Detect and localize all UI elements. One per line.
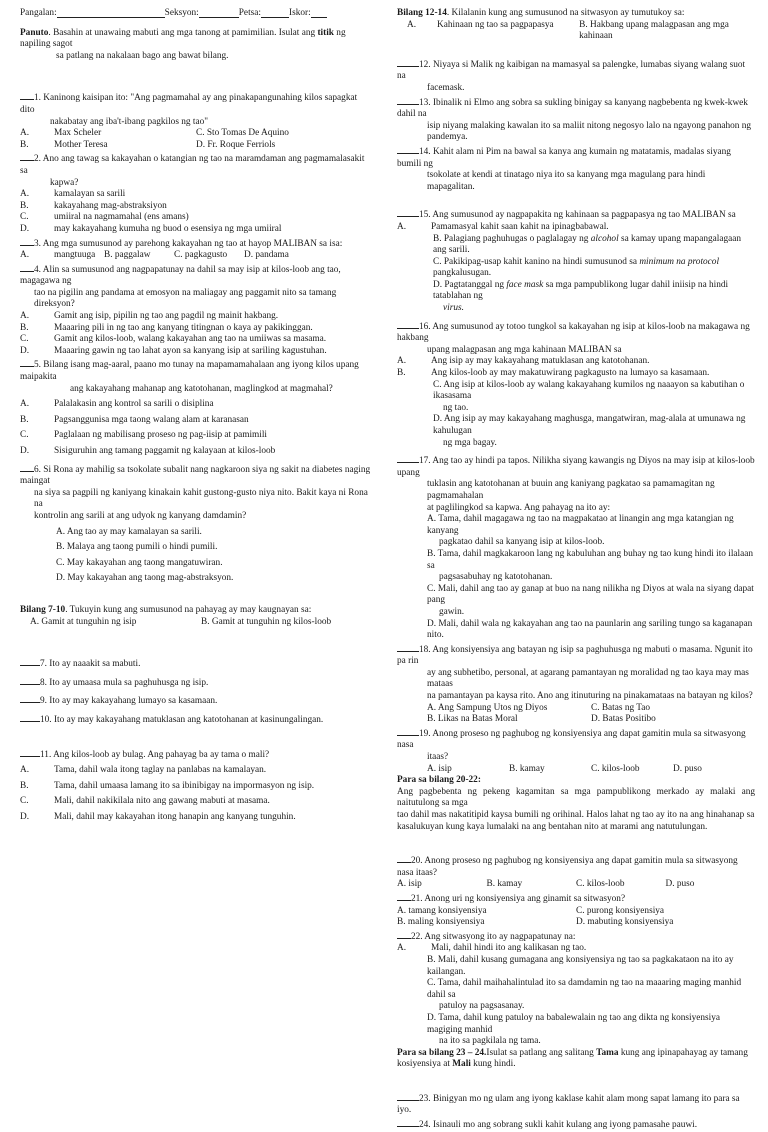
student-info-row [20, 8, 372, 20]
q20-option-b[interactable]: B. kamay [486, 879, 523, 890]
q15-option-a[interactable]: Pamamasyal kahit saan kahit na ipinagbabawal. [431, 221, 609, 232]
question-4: 4. Alin sa sumusunod ang nagpapatunay na dahil sa may isip at kilos-loob ang tao, magagawa ng [20, 262, 372, 288]
answer-blank-19[interactable] [397, 726, 419, 736]
question-19: 19. Anong proseso ng paghubog ng konsiyensiya ang dapat gamitin mula sa sitwasyong nasa [397, 726, 755, 752]
answer-blank-24[interactable] [397, 1117, 419, 1127]
question-2: 2. Ano ang tawag sa kakayahan o katangian ng tao na maramdaman ang pagmamalasakit sa [20, 151, 372, 177]
q4-option-a[interactable]: Gamit ang isip, pipilin ng tao ang pagdil ng mainit hakbang. [54, 311, 279, 322]
q1-option-c[interactable]: C. Sto Tomas De Aquino [196, 128, 289, 139]
answer-blank-4[interactable] [20, 262, 34, 272]
answer-blank-18[interactable] [397, 642, 419, 652]
pangalan-label: Pangalan: [20, 8, 57, 18]
q11-option-d[interactable]: Mali, dahil may kakayahan itong hanapin ang kanyang tunguhin. [54, 811, 296, 822]
right-column: Bilang 12-14. Kilalanin kung ang sumusunod na sitwasyon ay tumutukoy sa: A. Kahinaan ng tao sa pagpapasya B. Hakbang upang malagpasan ang mga kahinaan 12. Niyaya si Malik ng kaibigan na mamasyal sa palengke, lumabas siyang walang suot na facemask. 13. Ibinalik ni Elmo ang sobra sa sukling binigay sa kanyang nagbebenta ng kwek-kwek dahil na isip niyang malaking kawalan ito sa maliit nitong negosyo lalo na ngayong panahon ng pandemya. 14. Kahit alam ni Pim na bawal sa kanya ang kumain ng matatamis, madalas siyang bumili ng tsokolate at kendi at tinatago niya ito sa kanyang mga magulang para hindi mapagalitan. 15. Ang sumusunod ay nagpapakita ng kahinaan sa pagpapasya ng tao MALIBAN sa A. Pamamasyal kahit saan kahit na ipinagbabawal. B. Palagiang paghuhugas o paglalagay ng alcohol sa kamay upang mapangalagaan ang sarili. C. Pakikipag-usap kahit kanino na hindi sumusunod sa minimum na protocol pangkalusugan. D. Pagtatanggal ng face mask sa mga pampublikong lugar dahil iniisip na hindi tatablahan ng virus. 16. Ang sumusunod ay totoo tungkol sa kakayahan ng isip at kilos-loob na makagawa ng hakbang upang malagpasan ang mga kahinaan MALIBAN sa A. Ang isip ay may kakayahang matuklasan ang katotohanan. B. Ang kilos-loob ay may makatuwirang pagkagusto na lumayo sa kasamaan. C. Ang isip at kilos-loob ay walang kakayahang kumilos ng naaayon sa kabutihan o ikasasama ng tao. D. Ang isip ay may kakayahang maghusga, mangatwiran, mag-alala at umunawa ng kahulugan ng mga bagay. 17. Ang tao ay hindi pa tapos. Nilikha siyang kawangis ng Diyos na may isip at kilos-loob upang tuklasin ang katotohanan at buuin ang kaniyang pagkatao sa pamamagitan ng pagmamahalan at paglilingkod sa kapwa. Ang pahayag na ito ay: A. Tama, dahil magagawa ng tao na magpakatao at linangin ang mga katangian ng kanyang pagkatao dahil sa kanyang isip at kilos-loob. B. Tama, dahil magkakaroon lang ng kabuluhan ang buhay ng tao kung hindi ito ilalaan sa pagsasabuhay ng katotohanan. C. Mali, dahil ang tao ay ganap at buo na nang nilikha ng Diyos at wala na siyang dapat pang gawin. D. Mali, dahil wala ng kakayahan ang tao na paunlarin ang sariling tungo sa kaganapan nito. 18. Ang konsiyensiya ang batayan ng isip sa paghuhusga ng mabuti o masama. Ngunit ito pa rin ay ang subhetibo, personal, at agarang pamantayan ng moralidad ng tao kaya may mas mataas na pamantayan pa kaysa rito. Ano ang itinuturing na pinakamataas na batayan ng kilos? A. Ang Sampung Utos ng Diyos C. Batas ng Tao B. Likas na Batas Moral D. Batas Positibo 19. Anong proseso ng paghubog ng konsiyensiya ang dapat gamitin mula sa sitwasyong nasa itaas? A. isip B. kamay C. kilos-loob D. puso Para sa bilang 20-22: Ang pagbebenta ng pekeng kagamitan sa mga pampublikong merkado ay malaki ang naitutulong sa mga tao dahil mas nakatitipid kaysa bumili ng orihinal. Halos lahat ng tao ay ito na ang hinahanap sa kasalukuyan kung kaya lumalaki na ang bentahan nito at marami ang natutulungan. 20. Anong proseso ng paghubog ng konsiyensiya ang dapat gamitin mula sa sitwasyong nasa itaas? A. isip B. kamay C. kilos-loob D. puso 21. Anong uri ng konsiyensiya ang ginamit sa sitwasyon? A. tamang konsiyensiya C. purong konsiyensiya B. maling konsiyensiya D. mabuting konsiyensiya 22. Ang sitwasyong ito ay nagpapatunay na: A. Mali, dahil hindi ito ang kalikasan ng tao. B. Mali, dahil kusang gumagana ang konsiyensiya ng tao sa pagkakataon na ito ay kailangan. C. Tama, dahil maihahalintulad ito sa damdamin ng tao na maaaring maging manhid dahil sa patuloy na pagsasanay. D. Tama, dahil kung patuloy na babalewalain ng tao ang dikta ng konsiyensiya magiging manhid na ito sa pagkilala ng tama. Para sa bilang 23 – 24.Isulat sa patlang ang salitang Tama kung ang ipinapahayag ay tamang kosiyensiya at Mali kung hindi. 23. Binigyan mo ng ulam ang iyong kaklase kahit alam mong sapat lamang ito para sa iyo. 24. Isinauli mo ang sobrang sukli kahit kulang ang iyong pamasahe pauwi. [397, 8, 755, 1131]
answer-blank-1[interactable] [20, 90, 34, 100]
answer-blank-16[interactable] [397, 319, 419, 329]
q18-option-b[interactable]: B. Likas na Batas Moral [427, 714, 518, 725]
q18-option-c[interactable]: C. Batas ng Tao [591, 702, 651, 713]
question-11: 11. Ang kilos-loob ay bulag. Ang pahayag ba ay tama o mali? [20, 747, 372, 762]
question-13: 13. Ibinalik ni Elmo ang sobra sa sukling binigay sa kanyang nagbebenta ng kwek-kwek dahil na [397, 95, 755, 121]
bilang-7-10-instructions: Bilang 7-10. Tukuyin kung ang sumusunod na pahayag ay may kaugnayan sa: [20, 604, 312, 615]
bilang-7-10-options: A. Gamit at tunguhin ng isip B. Gamit at tunguhin ng kilos-loob [30, 616, 332, 627]
petsa-label: Petsa: [238, 8, 261, 18]
para-23-24-instructions: Para sa bilang 23 – 24.Isulat sa patlang ang salitang Tama kung ang ipinapahayag ay tamang [397, 1047, 748, 1058]
q17-option-d[interactable]: D. Mali, dahil wala ng kakayahan ang tao na paunlarin ang sariling tungo sa kaganapan nito. [427, 618, 753, 641]
q11-option-a[interactable]: Tama, dahil wala itong taglay na panlabas na kamalayan. [54, 765, 267, 776]
question-12: 12. Niyaya si Malik ng kaibigan na mamasyal sa palengke, lumabas siyang walang suot na [397, 57, 755, 83]
q1-option-d[interactable]: D. Fr. Roque Ferriols [196, 139, 276, 150]
q5-option-d[interactable]: Sisiguruhin ang tamang paggamit ng kalayaan at kilos-loob [54, 446, 276, 456]
question-18: 18. Ang konsiyensiya ang batayan ng isip sa paghuhusga ng mabuti o masama. Ngunit ito pa rin [397, 642, 755, 668]
answer-blank-6[interactable] [20, 462, 34, 472]
answer-blank-9[interactable] [20, 693, 40, 703]
q1-options: A. Max Scheler C. Sto Tomas De Aquino [20, 128, 372, 140]
q4-option-d[interactable]: Maaaring gawin ng tao lahat ayon sa kanyang isip at sariling kagustuhan. [54, 345, 327, 356]
question-23: 23. Binigyan mo ng ulam ang iyong kaklase kahit alam mong sapat lamang ito para sa iyo. [397, 1091, 755, 1117]
q17-option-b[interactable]: B. Tama, dahil magkakaroon lang ng kabuluhan ang buhay ng tao kung hindi ito ilalaan sa [427, 548, 754, 571]
question-5: 5. Bilang isang mag-aaral, paano mo tunay na mapamamahalaan ang iyong kilos upang maipakita [20, 357, 372, 383]
question-6: 6. Si Rona ay mahilig sa tsokolate subalit nang nagkaroon siya ng sakit na diabetes naging maingat [20, 462, 372, 488]
question-9: 9. Ito ay may kakayahang lumayo sa kasamaan. [20, 693, 372, 708]
iskor-label: Iskor: [288, 8, 311, 18]
answer-blank-15[interactable] [397, 207, 419, 217]
question-16: 16. Ang sumusunod ay totoo tungkol sa kakayahan ng isip at kilos-loob na makagawa ng hakbang [397, 319, 755, 345]
question-1: 1. Kaninong kaisipan ito: "Ang pagmamahal ay ang pinakapangunahing kilos sapagkat dito [20, 90, 372, 116]
answer-blank-22[interactable] [397, 929, 411, 939]
q20-options [397, 879, 755, 891]
q19-option-a[interactable]: A. isip [427, 763, 452, 774]
petsa-field[interactable] [261, 8, 289, 18]
bilang-12-14-instructions: Bilang 12-14. Kilalanin kung ang sumusunod na sitwasyon ay tumutukoy sa: [397, 8, 685, 18]
answer-blank-8[interactable] [20, 675, 40, 685]
q16-option-a[interactable]: Ang isip ay may kakayahang matuklasan ang katotohanan. [431, 356, 650, 367]
q19-options [397, 764, 755, 776]
q21-option-d[interactable]: D. mabuting konsiyensiya [576, 917, 674, 928]
question-20: 20. Anong proseso ng paghubog ng konsiyensiya ang dapat gamitin mula sa sitwasyong nasa itaas? [397, 853, 755, 879]
q22-option-c[interactable]: C. Tama, dahil maihahalintulad ito sa damdamin ng tao na maaaring maging manhid dahil sa [427, 978, 742, 1000]
question-24: 24. Isinauli mo ang sobrang sukli kahit kulang ang iyong pamasahe pauwi. [397, 1117, 755, 1132]
answer-blank-17[interactable] [397, 453, 419, 463]
q19-option-c[interactable]: C. kilos-loob [591, 763, 640, 774]
question-15: 15. Ang sumusunod ay nagpapakita ng kahinaan sa pagpapasya ng tao MALIBAN sa [397, 207, 755, 222]
q20-option-c[interactable]: C. kilos-loob [576, 879, 625, 890]
panuto: Panuto. Basahin at unawaing mabuti ang mga tanong at pamimilian. Isulat ang titik ng napiling sagot [20, 27, 346, 50]
q20-option-a[interactable]: A. isip [397, 879, 422, 890]
q17-option-c[interactable]: C. Mali, dahil ang tao ay ganap at buo na nang nilikha ng Diyos at wala na siyang dapat pang [427, 583, 754, 606]
q1-option-a[interactable]: Max Scheler [54, 128, 102, 139]
answer-blank-10[interactable] [20, 712, 40, 722]
seksyon-field[interactable] [199, 8, 239, 18]
q5-option-a[interactable]: Palalakasin ang kontrol sa sarili o disiplina [54, 399, 214, 410]
q6-option-c[interactable]: C. May kakayahan ang taong mangatuwiran. [56, 557, 223, 568]
q18-option-a[interactable]: A. Ang Sampung Utos ng Diyos [427, 702, 548, 713]
q16-option-d[interactable]: D. Ang isip ay may kakayahang maghusga, mangatwiran, mag-alala at umunawa ng kahulugan [433, 414, 746, 436]
q3-option-c[interactable]: C. pagkagusto [174, 250, 228, 261]
q6-option-d[interactable]: D. May kakayahan ang taong mag-abstraksyon. [56, 573, 234, 584]
answer-blank-7[interactable] [20, 656, 40, 666]
q11-option-c[interactable]: Mali, dahil nakikilala nito ang gawang mabuti at masama. [54, 796, 270, 807]
q5-option-b[interactable]: Pagsanggunisa mga taong walang alam at karanasan [54, 414, 249, 425]
answer-blank-23[interactable] [397, 1091, 419, 1101]
q6-option-b[interactable]: B. Malaya ang taong pumili o hindi pumili. [56, 542, 218, 553]
question-7: 7. Ito ay naaakit sa mabuti. [20, 656, 372, 671]
seksyon-label: Seksyon: [164, 8, 199, 18]
left-column: Pangalan: Seksyon: Petsa: Iskor: Panuto. Basahin at unawaing mabuti ang mga tanong at pamimilian. Isulat ang titik ng napiling sagot sa patlang na nakalaan bago ang bawat bilang. 1. Kaninong kaisipan ito: "Ang pagmamahal ay ang pinakapangunahing kilos sapagkat dito nakabatay ang iba't-ibang pagkilos ng tao" A. Max Scheler C. Sto Tomas De Aquino B. Mother Teresa D. Fr. Roque Ferriols 2. Ano ang tawag sa kakayahan o katangian ng tao na maramdaman ang pagmamalasakit sa kapwa? A. kamalayan sa sarili B. kakayahang mag-abstraksiyon C. umiiral na nagmamahal (ens amans) D. may kakayahang kumuha ng buod o esensiya ng mga umiiral 3. Ang mga sumusunod ay parehong kakayahan ng tao at hayop MALIBAN sa isa: A. mangtuuga B. paggalaw C. pagkagusto D. pandama 4. Alin sa sumusunod ang nagpapatunay na dahil sa may isip at kilos-loob ang tao, magagawa ng tao na pigilin ang pandama at emosyon na maliagay ang paggamit nito sa tamang direksyon? A. Gamit ang isip, pipilin ng tao ang pagdil ng mainit hakbang. B. Maaaring pili in ng tao ang kanyang titingnan o kaya ay pakikinggan. C. Gamit ang kilos-loob, walang kakayahan ang tao na umiiwas sa masama. D. Maaaring gawin ng tao lahat ayon sa kanyang isip at sariling kagustuhan. 5. Bilang isang mag-aaral, paano mo tunay na mapamamahalaan ang iyong kilos upang maipakita ang kakayahang mahanap ang katotohanan, maglingkod at magmahal? A. Palalakasin ang kontrol sa sarili o disiplina B. Pagsanggunisa mga taong walang alam at karanasan C. Paglalaan ng mabilisang proseso ng pag-iisip at pamimili D. Sisiguruhin ang tamang paggamit ng kalayaan at kilos-loob 6. Si Rona ay mahilig sa tsokolate subalit nang nagkaroon siya ng sakit na diabetes naging maingat na siya sa pagpili ng kaniyang kinakain kahit gustong-gusto niya nito. Bakit kaya ni Rona na kontrolin ang sarili at ang udyok ng kanyang damdamin? A. Ang tao ay may kamalayan sa sarili. B. Malaya ang taong pumili o hindi pumili. C. May kakayahan ang taong mangatuwiran. D. May kakayahan ang taong mag-abstraksyon. Bilang 7-10. Tukuyin kung ang sumusunod na pahayag ay may kaugnayan sa: A. Gamit at tunguhin ng isip B. Gamit at tunguhin ng kilos-loob 7. Ito ay naaakit sa mabuti. 8. Ito ay umaasa mula sa paghuhusga ng isip. 9. Ito ay may kakayahang lumayo sa kasamaan. 10. Ito ay may kakayahang matuklasan ang katotohanan at kasinungalingan. 11. Ang kilos-loob ay bulag. Ang pahayag ba ay tama o mali? A. Tama, dahil wala itong taglay na panlabas na kamalayan. B. Tama, dahil umaasa lamang ito sa ibinibigay na impormasyon ng isip. C. Mali, dahil nakikilala nito ang gawang mabuti at masama. D. Mali, dahil may kakayahan itong hanapin ang kanyang tunguhin. [20, 8, 371, 822]
q1-option-b[interactable]: Mother Teresa [54, 139, 108, 150]
q6-option-a[interactable]: A. Ang tao ay may kamalayan sa sarili. [56, 526, 202, 537]
q15-option-d[interactable]: D. Pagtatanggal ng face mask sa mga pampublikong lugar dahil iniisip na hindi tatablahan ng [433, 279, 729, 302]
q22-option-b[interactable]: B. Mali, dahil kusang gumagana ang konsiyensiya ng tao sa pagkakataon na ito ay kailangan. [427, 954, 734, 977]
q2-option-d[interactable]: may kakayahang kumuha ng buod o esensiya ng mga umiiral [54, 223, 282, 234]
q17-option-a[interactable]: A. Tama, dahil magagawa ng tao na magpakatao at linangin ang mga katangian ng kanyang [427, 514, 734, 536]
q4-option-c[interactable]: Gamit ang kilos-loob, walang kakayahan ang tao na umiiwas sa masama. [54, 334, 327, 345]
q5-option-c[interactable]: Paglalaan ng mabilisang proseso ng pag-iisip at pamimili [54, 430, 268, 441]
panuto-line2: sa patlang na nakalaan bago ang bawat bilang. [56, 50, 229, 61]
q2-option-c[interactable]: umiiral na nagmamahal (ens amans) [54, 212, 189, 223]
q18-option-d[interactable]: D. Batas Positibo [591, 714, 656, 725]
para-20-22-label: Para sa bilang 20-22: [397, 775, 481, 786]
answer-blank-21[interactable] [397, 891, 411, 901]
q3-option-a[interactable]: mangtuuga [54, 250, 96, 261]
question-17: 17. Ang tao ay hindi pa tapos. Nilikha siyang kawangis ng Diyos na may isip at kilos-loob upang [397, 453, 755, 479]
q16-option-c[interactable]: C. Ang isip at kilos-loob ay walang kakayahang kumilos ng naaayon sa kabutihan o ikasasama [433, 379, 745, 402]
question-22: 22. Ang sitwasyong ito ay nagpapatunay na: [397, 929, 755, 944]
q4-option-b[interactable]: Maaaring pili in ng tao ang kanyang titingnan o kaya ay pakikinggan. [54, 322, 313, 333]
q16-option-b[interactable]: Ang kilos-loob ay may makatuwirang pagkagusto na lumayo sa kasamaan. [431, 368, 710, 379]
iskor-field[interactable] [311, 8, 327, 18]
answer-blank-3[interactable] [20, 236, 34, 246]
q2-option-a[interactable]: kamalayan sa sarili [54, 189, 126, 200]
q19-option-d[interactable]: D. puso [673, 763, 702, 774]
q2-option-b[interactable]: kakayahang mag-abstraksiyon [54, 200, 167, 211]
answer-blank-5[interactable] [20, 357, 34, 367]
q3-option-d[interactable]: D. pandama [244, 250, 289, 261]
answer-blank-2[interactable] [20, 151, 34, 161]
question-14: 14. Kahit alam ni Pim na bawal sa kanya ang kumain ng matatamis, madalas siyang bumili ng [397, 144, 755, 170]
question-8: 8. Ito ay umaasa mula sa paghuhusga ng isip. [20, 675, 372, 690]
q19-option-b[interactable]: B. kamay [509, 763, 545, 774]
answer-blank-14[interactable] [397, 144, 419, 154]
q3-options: A. mangtuuga B. paggalaw C. pagkagusto D. pandama [20, 250, 289, 261]
q15-option-b[interactable]: B. Palagiang paghuhugas o paglalagay ng alcohol sa kamay upang mapangalagaan ang sarili. [433, 233, 742, 256]
q21-option-a[interactable]: A. tamang konsiyensiya [397, 905, 487, 916]
panuto-label: Panuto [20, 27, 49, 38]
q21-option-b[interactable]: B. maling konsiyensiya [397, 917, 485, 928]
q21-option-c[interactable]: C. purong konsiyensiya [576, 905, 665, 916]
answer-blank-13[interactable] [397, 95, 419, 105]
answer-blank-12[interactable] [397, 57, 419, 67]
pangalan-field[interactable] [57, 8, 165, 18]
question-21: 21. Anong uri ng konsiyensiya ang ginamit sa sitwasyon? [397, 891, 755, 906]
q3-option-b[interactable]: B. paggalaw [104, 250, 151, 261]
q11-option-b[interactable]: Tama, dahil umaasa lamang ito sa ibinibigay na impormasyon ng isip. [54, 780, 315, 791]
q22-option-a[interactable]: Mali, dahil hindi ito ang kalikasan ng tao. [431, 943, 587, 954]
answer-blank-20[interactable] [397, 853, 411, 863]
q15-option-c[interactable]: C. Pakikipag-usap kahit kanino na hindi sumusunod sa minimum na protocol pangkalusugan. [433, 256, 720, 279]
question-10: 10. Ito ay may kakayahang matuklasan ang katotohanan at kasinungalingan. [20, 712, 372, 727]
q20-option-d[interactable]: D. puso [665, 879, 695, 890]
q22-option-d[interactable]: D. Tama, dahil kung patuloy na babalewalain ng tao ang dikta ng konsiyensiya magiging manhid [427, 1012, 720, 1035]
question-3: 3. Ang mga sumusunod ay parehong kakayahan ng tao at hayop MALIBAN sa isa: [20, 236, 372, 251]
bilang-12-14-options: A. Kahinaan ng tao sa pagpapasya B. Hakbang upang malagpasan ang mga kahinaan [407, 19, 729, 42]
answer-blank-11[interactable] [20, 747, 40, 757]
